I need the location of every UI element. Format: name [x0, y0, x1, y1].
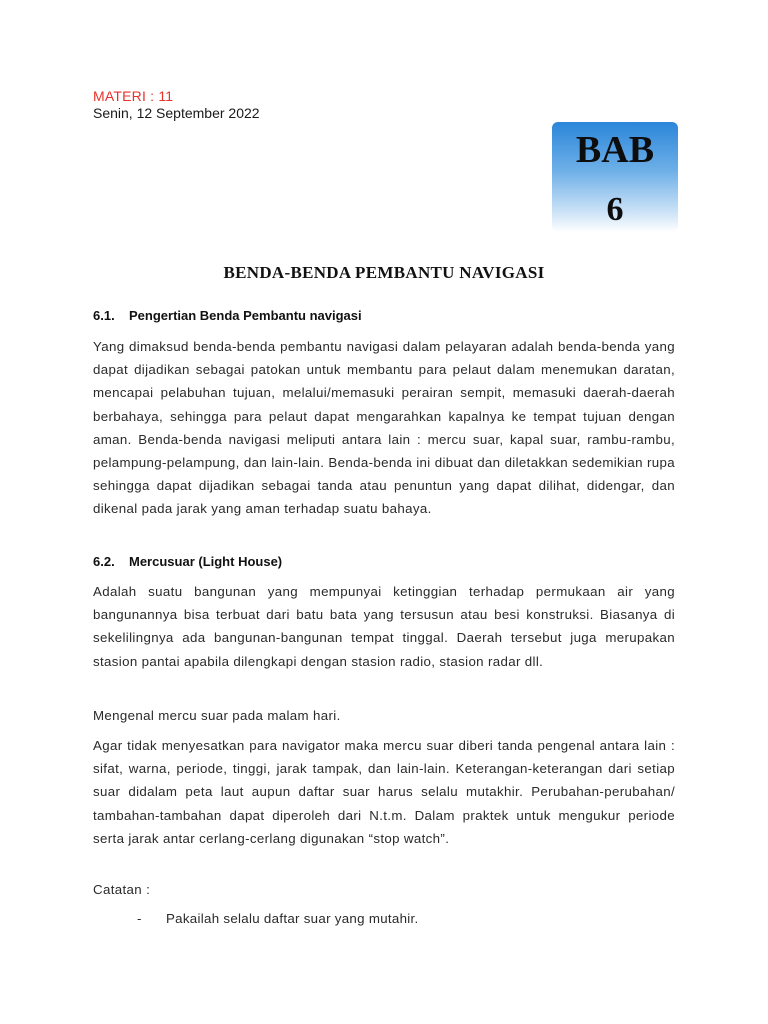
section-number: 6.1. [93, 308, 115, 323]
section-heading-text: Pengertian Benda Pembantu navigasi [129, 308, 362, 323]
paragraph-6-2-b: Mengenal mercu suar pada malam hari. [93, 708, 341, 723]
paragraph-6-1: Yang dimaksud benda-benda pembantu navigasi dalam pelayaran adalah benda-benda yang dapat dijadikan sebagai patokan untuk membantu para pelaut dalam menemukan daratan, mencapai pelabuhan tujuan, melalui/memasuki perairan sempit, memasuki daerah-daerah berbahaya, sehingga para pelaut dapat mengarahkan kapalnya ke tempat tujuan dengan aman. Benda-benda navigasi meliputi antara lain : mercu suar, kapal suar, rambu-rambu, pelampung-pelampung, dan lain-lain. Benda-benda ini dibuat dan diletakkan sedemikian rupa sehingga dapat dijadikan sebagai tanda atau penuntun yang dapat dilihat, didengar, dan dikenal pada jarak yang aman terhadap suatu bahaya. [93, 339, 675, 517]
bullet-marker: - [137, 911, 142, 926]
date-line: Senin, 12 September 2022 [93, 105, 260, 121]
section-heading-6-1 [93, 308, 362, 323]
section-heading-text: Mercusuar (Light House) [129, 554, 283, 569]
section-heading-6-2 [93, 554, 282, 569]
list-item [137, 911, 419, 926]
bullet-text: Pakailah selalu daftar suar yang mutahir. [166, 911, 419, 926]
chapter-badge-word: BAB [575, 129, 655, 171]
section-number: 6.2. [93, 554, 115, 569]
chapter-badge-number-wrap [552, 122, 678, 232]
paragraph-catatan: Catatan : [93, 882, 151, 897]
paragraph-6-2-c: Agar tidak menyesatkan para navigator maka mercu suar diberi tanda pengenal antara lain : sifat, warna, periode, tinggi, jarak tampak, dan lain-lain. Keterangan-keterangan dari setiap suar didalam peta laut aupun daftar suar harus selalu mutakhir. Perubahan-perubahan/ tambahan-tambahan dapat diperoleh dari N.t.m. Dalam praktek untuk mengukur periode serta jarak antar cerlang-cerlang digunakan “stop watch”. [93, 738, 675, 846]
chapter-badge-number: 6 [606, 191, 624, 228]
materi-label: MATERI : 11 [93, 88, 174, 104]
paragraph-6-2-a: Adalah suatu bangunan yang mempunyai ketinggian terhadap permukaan air yang bangunannya bisa terbuat dari batu bata yang tersusun atau besi konstruksi. Biasanya di sekelilingnya ada bangunan-bangunan tempat tinggal. Daerah tersebut juga merupakan stasion pantai apabila dilengkapi dengan stasion radio, stasion radar dll. [93, 584, 675, 669]
page-title: BENDA-BENDA PEMBANTU NAVIGASI [223, 263, 545, 282]
